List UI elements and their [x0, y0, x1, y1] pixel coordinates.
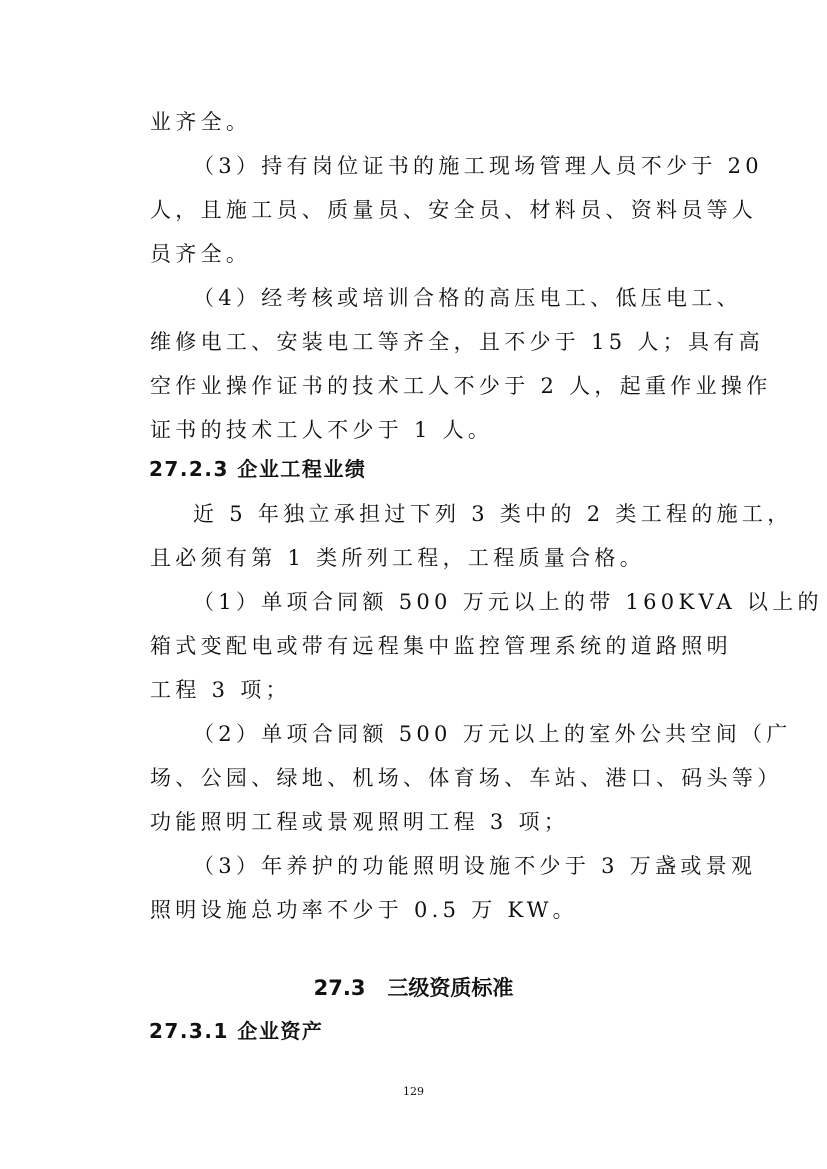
paragraph-line: 场、公园、绿地、机场、体育场、车站、港口、码头等）	[150, 766, 783, 790]
paragraph-line: 近 5 年独立承担过下列 3 类中的 2 类工程的施工，	[193, 502, 793, 526]
paragraph-line: 员齐全。	[150, 242, 252, 266]
paragraph-line: 功能照明工程或景观照明工程 3 项；	[150, 810, 570, 834]
paragraph-line: 人，且施工员、质量员、安全员、材料员、资料员等人	[150, 198, 758, 222]
page-number: 129	[403, 1085, 424, 1098]
paragraph-line: （3）年养护的功能照明设施不少于 3 万盏或景观	[193, 854, 757, 878]
paragraph-line: 且必须有第 1 类所列工程，工程质量合格。	[150, 546, 646, 570]
paragraph-line: 业齐全。	[150, 110, 252, 134]
heading-27-3-1: 27.3.1 企业资产	[149, 1019, 324, 1043]
paragraph-line: 照明设施总功率不少于 0.5 万 KW。	[150, 898, 578, 922]
paragraph-line: 工程 3 项；	[150, 678, 291, 702]
heading-27-2-3: 27.2.3 企业工程业绩	[149, 457, 367, 481]
paragraph-line: （3）持有岗位证书的施工现场管理人员不少于 20	[193, 154, 763, 178]
paragraph-line: 维修电工、安装电工等齐全，且不少于 15 人；具有高	[150, 330, 764, 354]
paragraph-line: 证书的技术工人不少于 1 人。	[150, 418, 494, 442]
paragraph-line: （4）经考核或培训合格的高压电工、低压电工、	[193, 286, 742, 310]
paragraph-line: （1）单项合同额 500 万元以上的带 160KVA 以上的	[193, 590, 823, 614]
paragraph-line: （2）单项合同额 500 万元以上的室外公共空间（广	[193, 722, 792, 746]
paragraph-line: 箱式变配电或带有远程集中监控管理系统的道路照明	[150, 634, 732, 658]
section-title-27-3: 27.3 三级资质标准	[313, 976, 514, 1000]
paragraph-line: 空作业操作证书的技术工人不少于 2 人，起重作业操作	[150, 374, 772, 398]
